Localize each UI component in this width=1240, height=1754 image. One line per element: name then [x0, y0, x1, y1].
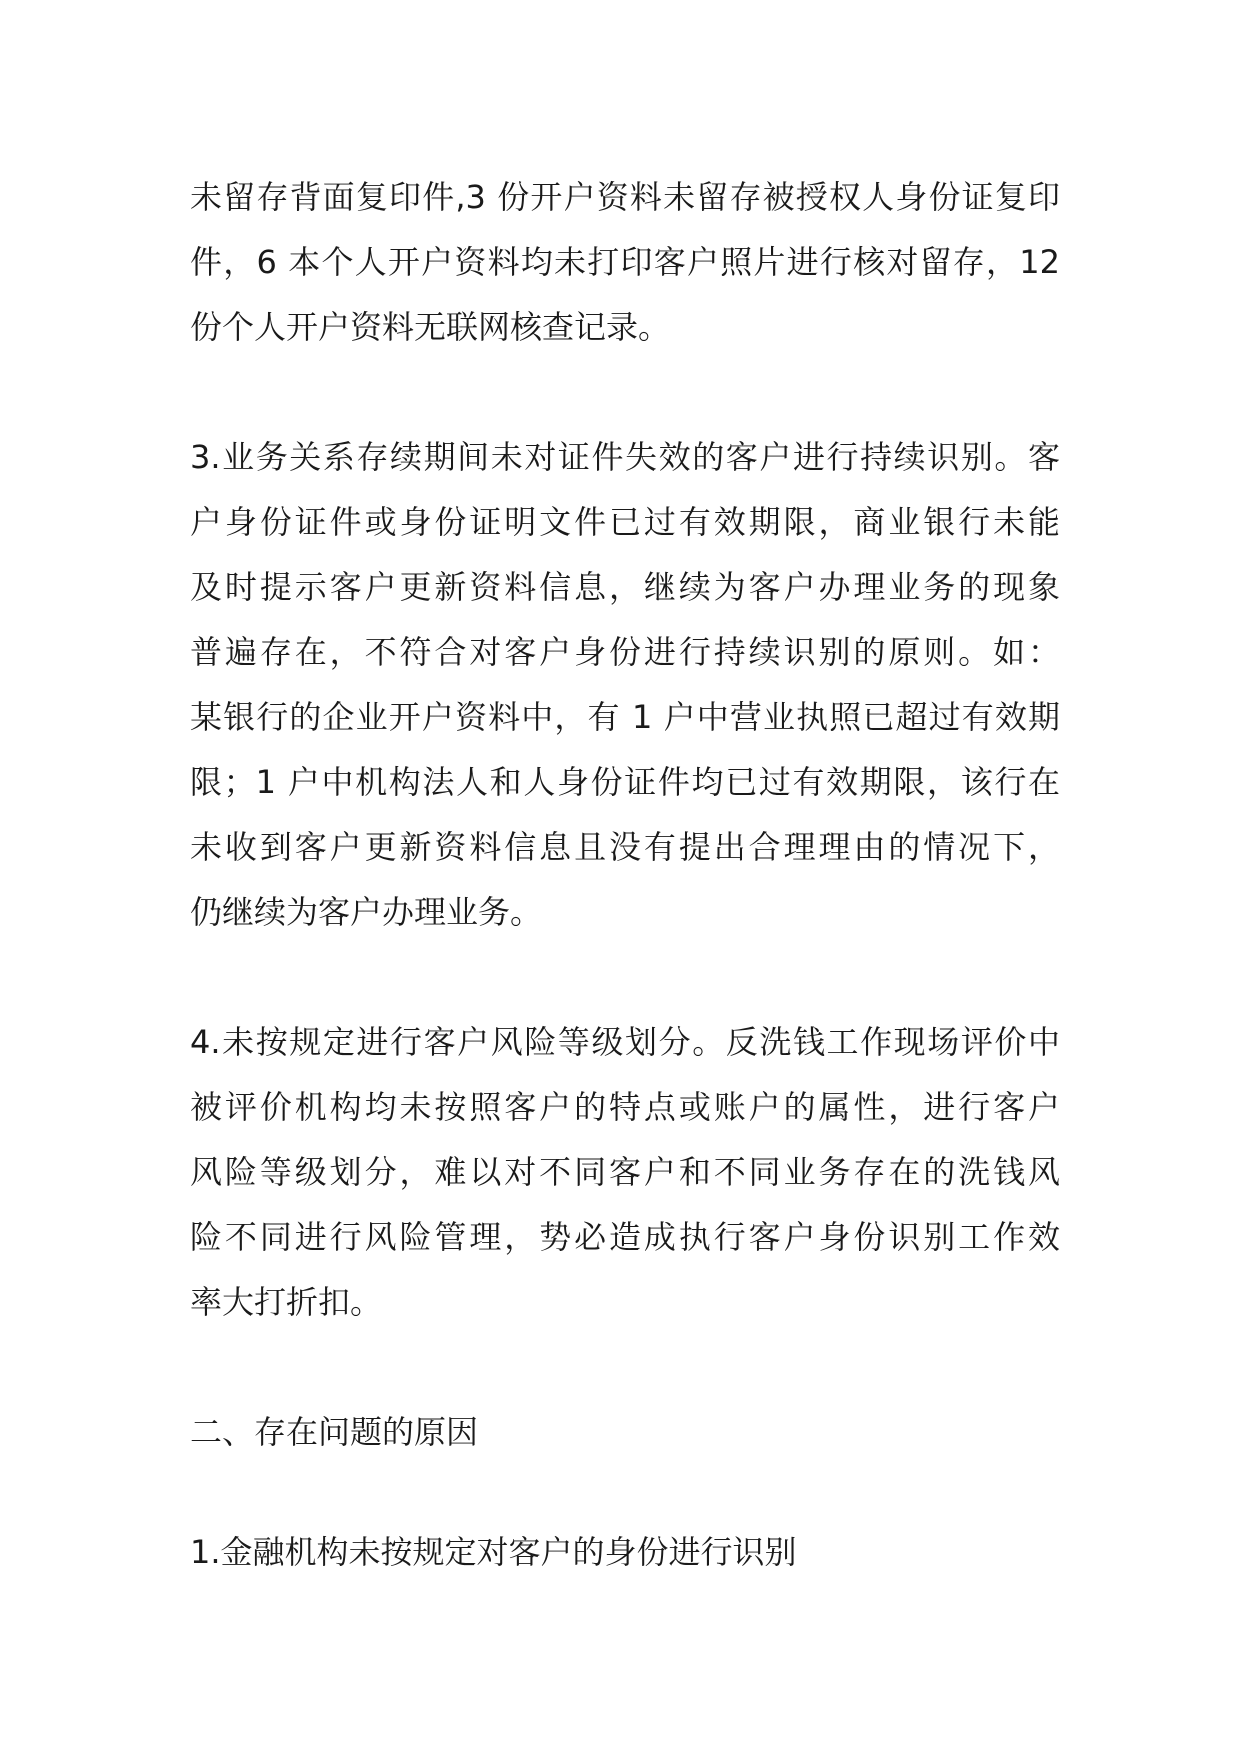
text-line: 风险等级划分，难以对不同客户和不同业务存在的洗钱风 [190, 1153, 1060, 1191]
text-line: 户身份证件或身份证明文件已过有效期限，商业银行未能 [190, 503, 1060, 541]
paragraph-spacer [190, 945, 1060, 1010]
paragraph-spacer [190, 1465, 1060, 1520]
text-line: 件，6 本个人开户资料均未打印客户照片进行核对留存，12 [190, 243, 1060, 281]
text-line: 限；1 户中机构法人和人身份证件均已过有效期限，该行在 [190, 763, 1060, 801]
text-line: 3.业务关系存续期间未对证件失效的客户进行持续识别。客 [190, 438, 1060, 476]
subheading-identification [190, 1520, 1060, 1585]
document-body [190, 165, 1060, 1585]
text-line: 4.未按规定进行客户风险等级划分。反洗钱工作现场评价中 [190, 1023, 1060, 1061]
paragraph-account-records [190, 165, 1060, 360]
subheading-text: 1.金融机构未按规定对客户的身份进行识别 [190, 1533, 797, 1571]
paragraph-spacer [190, 1335, 1060, 1400]
text-line: 未收到客户更新资料信息且没有提出合理理由的情况下， [190, 828, 1060, 866]
text-line: 被评价机构均未按照客户的特点或账户的属性，进行客户 [190, 1088, 1060, 1126]
text-line: 某银行的企业开户资料中，有 1 户中营业执照已超过有效期 [190, 698, 1060, 736]
paragraph-risk-classification [190, 1010, 1060, 1335]
text-line: 率大打折扣。 [190, 1283, 383, 1321]
text-line: 普遍存在，不符合对客户身份进行持续识别的原则。如： [190, 633, 1060, 671]
text-line: 份个人开户资料无联网核查记录。 [190, 308, 671, 346]
text-line: 未留存背面复印件,3 份开户资料未留存被授权人身份证复印 [190, 178, 1060, 216]
heading-text: 二、存在问题的原因 [190, 1413, 479, 1451]
section-heading-causes [190, 1400, 1060, 1465]
paragraph-continuous-identification [190, 425, 1060, 945]
text-line: 仍继续为客户办理业务。 [190, 893, 543, 931]
paragraph-spacer [190, 360, 1060, 425]
text-line: 险不同进行风险管理，势必造成执行客户身份识别工作效 [190, 1218, 1060, 1256]
text-line: 及时提示客户更新资料信息，继续为客户办理业务的现象 [190, 568, 1060, 606]
